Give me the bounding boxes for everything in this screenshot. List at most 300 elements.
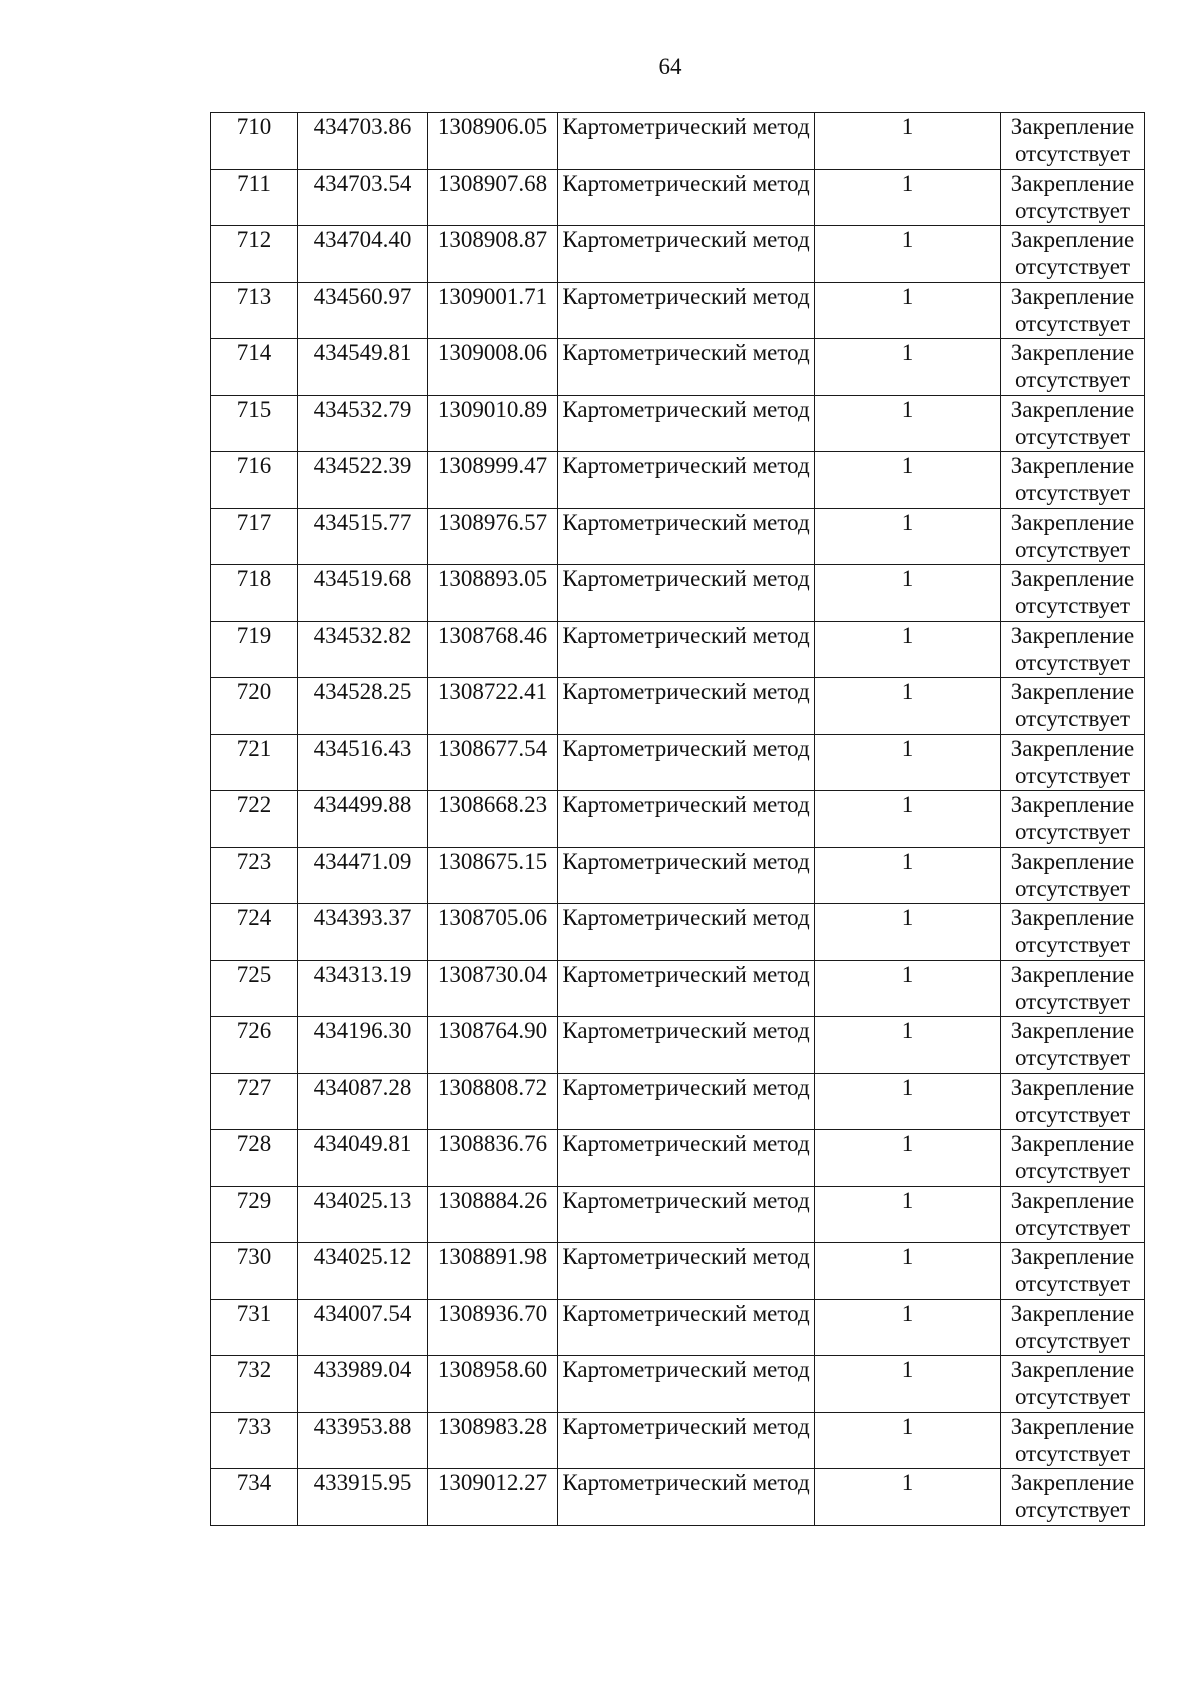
x-coordinate-cell-text: 434025.12	[313, 1244, 412, 1269]
accuracy-cell-text: 1	[901, 1131, 914, 1156]
fixing-cell-text: Закрепление отсутствует	[1010, 679, 1135, 731]
x-coordinate-cell-text: 434703.86	[313, 114, 412, 139]
method-cell-text: Картометрический метод	[562, 1018, 810, 1043]
accuracy-cell	[815, 169, 1001, 226]
x-coordinate-cell	[298, 678, 428, 735]
y-coordinate-cell-text: 1308705.06	[437, 905, 548, 930]
accuracy-cell-text: 1	[901, 114, 914, 139]
y-coordinate-cell-text: 1308668.23	[437, 792, 548, 817]
y-coordinate-cell	[428, 282, 558, 339]
point-number-cell	[211, 791, 298, 848]
point-number-cell-text: 731	[236, 1300, 272, 1326]
fixing-cell-text: Закрепление отсутствует	[1010, 1470, 1135, 1522]
fixing-cell	[1001, 847, 1145, 904]
method-cell	[558, 169, 815, 226]
table-row	[211, 791, 1145, 848]
x-coordinate-cell	[298, 339, 428, 396]
method-cell-text: Картометрический метод	[562, 170, 810, 196]
point-number-cell-text: 716	[236, 453, 272, 478]
method-cell-text: Картометрический метод	[562, 961, 810, 987]
method-cell-text: Картометрический метод	[562, 566, 810, 591]
fixing-cell	[1001, 339, 1145, 396]
fixing-cell-text: Закрепление отсутствует	[1010, 1074, 1135, 1127]
method-cell	[558, 1356, 815, 1413]
y-coordinate-cell	[428, 1412, 558, 1469]
accuracy-cell-text: 1	[901, 1413, 914, 1439]
x-coordinate-cell	[298, 169, 428, 226]
accuracy-cell-text: 1	[901, 1018, 914, 1043]
point-number-cell	[211, 1017, 298, 1074]
point-number-cell-text: 715	[236, 396, 272, 422]
y-coordinate-cell-text: 1308884.26	[437, 1187, 548, 1213]
point-number-cell-text: 720	[236, 679, 272, 704]
x-coordinate-cell-text: 434393.37	[313, 905, 412, 930]
method-cell-text: Картометрический метод	[562, 1470, 810, 1495]
method-cell-text: Картометрический метод	[562, 283, 810, 309]
x-coordinate-cell-text: 434560.97	[313, 283, 412, 309]
coordinates-table-body	[211, 113, 1145, 1526]
fixing-cell-text: Закрепление отсутствует	[1010, 283, 1135, 336]
accuracy-cell-text: 1	[901, 622, 914, 648]
method-cell-text: Картометрический метод	[562, 848, 810, 874]
table-row	[211, 1186, 1145, 1243]
x-coordinate-cell	[298, 1299, 428, 1356]
y-coordinate-cell-text: 1309012.27	[437, 1470, 548, 1495]
y-coordinate-cell	[428, 1186, 558, 1243]
fixing-cell	[1001, 904, 1145, 961]
x-coordinate-cell	[298, 113, 428, 170]
method-cell-text: Картометрический метод	[562, 1357, 810, 1382]
x-coordinate-cell-text: 434516.43	[313, 735, 412, 761]
y-coordinate-cell	[428, 1469, 558, 1526]
table-row	[211, 621, 1145, 678]
accuracy-cell-text: 1	[901, 340, 914, 365]
method-cell-text: Картометрический метод	[562, 905, 810, 930]
point-number-cell-text: 713	[236, 283, 272, 309]
y-coordinate-cell-text: 1308983.28	[437, 1413, 548, 1439]
x-coordinate-cell	[298, 1130, 428, 1187]
method-cell-text: Картометрический метод	[562, 340, 810, 365]
y-coordinate-cell	[428, 960, 558, 1017]
method-cell	[558, 678, 815, 735]
point-number-cell-text: 734	[236, 1470, 272, 1495]
x-coordinate-cell-text: 434704.40	[313, 227, 412, 252]
fixing-cell-text: Закрепление отсутствует	[1010, 453, 1135, 505]
x-coordinate-cell	[298, 1356, 428, 1413]
fixing-cell	[1001, 1186, 1145, 1243]
accuracy-cell	[815, 734, 1001, 791]
point-number-cell-text: 717	[236, 509, 272, 535]
point-number-cell	[211, 621, 298, 678]
accuracy-cell-text: 1	[901, 453, 914, 478]
point-number-cell-text: 728	[236, 1131, 272, 1156]
fixing-cell-text: Закрепление отсутствует	[1010, 905, 1135, 957]
method-cell	[558, 1073, 815, 1130]
x-coordinate-cell-text: 433953.88	[313, 1413, 412, 1439]
fixing-cell	[1001, 565, 1145, 622]
point-number-cell	[211, 960, 298, 1017]
fixing-cell	[1001, 113, 1145, 170]
y-coordinate-cell	[428, 169, 558, 226]
accuracy-cell	[815, 508, 1001, 565]
table-row	[211, 395, 1145, 452]
fixing-cell	[1001, 1243, 1145, 1300]
point-number-cell-text: 723	[236, 848, 272, 874]
x-coordinate-cell	[298, 847, 428, 904]
y-coordinate-cell-text: 1308722.41	[437, 679, 548, 704]
point-number-cell	[211, 1186, 298, 1243]
point-number-cell	[211, 678, 298, 735]
y-coordinate-cell-text: 1308675.15	[437, 848, 548, 874]
accuracy-cell-text: 1	[901, 961, 914, 987]
table-row	[211, 960, 1145, 1017]
point-number-cell	[211, 847, 298, 904]
accuracy-cell-text: 1	[901, 227, 914, 252]
fixing-cell	[1001, 1469, 1145, 1526]
method-cell	[558, 113, 815, 170]
method-cell-text: Картометрический метод	[562, 227, 810, 252]
x-coordinate-cell	[298, 282, 428, 339]
point-number-cell	[211, 1299, 298, 1356]
y-coordinate-cell-text: 1308730.04	[437, 961, 548, 987]
x-coordinate-cell-text: 434549.81	[313, 340, 412, 365]
point-number-cell	[211, 169, 298, 226]
point-number-cell	[211, 339, 298, 396]
x-coordinate-cell	[298, 1469, 428, 1526]
method-cell-text: Картометрический метод	[562, 679, 810, 704]
point-number-cell-text: 733	[236, 1413, 272, 1439]
point-number-cell	[211, 508, 298, 565]
point-number-cell	[211, 734, 298, 791]
method-cell	[558, 395, 815, 452]
point-number-cell-text: 726	[236, 1018, 272, 1043]
point-number-cell-text: 710	[236, 114, 272, 139]
method-cell	[558, 960, 815, 1017]
table-row	[211, 1412, 1145, 1469]
point-number-cell	[211, 1243, 298, 1300]
x-coordinate-cell	[298, 1243, 428, 1300]
y-coordinate-cell-text: 1308893.05	[437, 566, 548, 591]
x-coordinate-cell-text: 434087.28	[313, 1074, 412, 1100]
point-number-cell-text: 732	[236, 1357, 272, 1382]
y-coordinate-cell-text: 1308891.98	[437, 1244, 548, 1269]
y-coordinate-cell-text: 1308808.72	[437, 1074, 548, 1100]
point-number-cell-text: 722	[236, 792, 272, 817]
point-number-cell	[211, 904, 298, 961]
x-coordinate-cell	[298, 1412, 428, 1469]
method-cell	[558, 339, 815, 396]
fixing-cell-text: Закрепление отсутствует	[1010, 792, 1135, 844]
accuracy-cell-text: 1	[901, 1244, 914, 1269]
method-cell	[558, 508, 815, 565]
point-number-cell-text: 721	[236, 735, 272, 761]
table-row	[211, 113, 1145, 170]
point-number-cell	[211, 395, 298, 452]
page-number: 64	[658, 54, 682, 79]
table-row	[211, 226, 1145, 283]
accuracy-cell	[815, 791, 1001, 848]
fixing-cell	[1001, 395, 1145, 452]
accuracy-cell	[815, 904, 1001, 961]
x-coordinate-cell-text: 434519.68	[313, 566, 412, 591]
x-coordinate-cell	[298, 508, 428, 565]
y-coordinate-cell	[428, 1243, 558, 1300]
method-cell	[558, 1243, 815, 1300]
fixing-cell-text: Закрепление отсутствует	[1010, 170, 1135, 223]
y-coordinate-cell	[428, 904, 558, 961]
x-coordinate-cell	[298, 960, 428, 1017]
point-number-cell	[211, 1412, 298, 1469]
accuracy-cell	[815, 1356, 1001, 1413]
table-row	[211, 1073, 1145, 1130]
y-coordinate-cell-text: 1309008.06	[437, 340, 548, 365]
fixing-cell-text: Закрепление отсутствует	[1010, 622, 1135, 675]
fixing-cell	[1001, 791, 1145, 848]
fixing-cell-text: Закрепление отсутствует	[1010, 566, 1135, 618]
accuracy-cell	[815, 1073, 1001, 1130]
fixing-cell-text: Закрепление отсутствует	[1010, 227, 1135, 279]
x-coordinate-cell-text: 434532.79	[313, 396, 412, 422]
table-row	[211, 282, 1145, 339]
fixing-cell	[1001, 621, 1145, 678]
coordinates-table	[210, 112, 1145, 1526]
method-cell-text: Картометрический метод	[562, 1074, 810, 1100]
point-number-cell-text: 719	[236, 622, 272, 648]
accuracy-cell	[815, 113, 1001, 170]
method-cell-text: Картометрический метод	[562, 1187, 810, 1213]
point-number-cell	[211, 1469, 298, 1526]
method-cell	[558, 1469, 815, 1526]
fixing-cell-text: Закрепление отсутствует	[1010, 735, 1135, 788]
point-number-cell-text: 727	[236, 1074, 272, 1100]
table-row	[211, 1299, 1145, 1356]
x-coordinate-cell-text: 434532.82	[313, 622, 412, 648]
point-number-cell-text: 730	[236, 1244, 272, 1269]
fixing-cell-text: Закрепление отсутствует	[1010, 509, 1135, 562]
fixing-cell-text: Закрепление отсутствует	[1010, 1131, 1135, 1183]
y-coordinate-cell	[428, 1073, 558, 1130]
fixing-cell	[1001, 1017, 1145, 1074]
x-coordinate-cell-text: 434528.25	[313, 679, 412, 704]
point-number-cell	[211, 1356, 298, 1413]
point-number-cell	[211, 113, 298, 170]
x-coordinate-cell-text: 434515.77	[313, 509, 412, 535]
point-number-cell-text: 718	[236, 566, 272, 591]
fixing-cell-text: Закрепление отсутствует	[1010, 1018, 1135, 1070]
point-number-cell	[211, 1130, 298, 1187]
y-coordinate-cell	[428, 565, 558, 622]
x-coordinate-cell	[298, 791, 428, 848]
method-cell	[558, 621, 815, 678]
method-cell	[558, 904, 815, 961]
point-number-cell	[211, 282, 298, 339]
y-coordinate-cell	[428, 226, 558, 283]
accuracy-cell-text: 1	[901, 396, 914, 422]
method-cell-text: Картометрический метод	[562, 396, 810, 422]
x-coordinate-cell	[298, 1186, 428, 1243]
accuracy-cell	[815, 282, 1001, 339]
method-cell-text: Картометрический метод	[562, 1244, 810, 1269]
accuracy-cell-text: 1	[901, 679, 914, 704]
accuracy-cell-text: 1	[901, 735, 914, 761]
y-coordinate-cell	[428, 508, 558, 565]
y-coordinate-cell-text: 1308836.76	[437, 1131, 548, 1156]
x-coordinate-cell	[298, 904, 428, 961]
x-coordinate-cell-text: 434522.39	[313, 453, 412, 478]
accuracy-cell	[815, 452, 1001, 509]
accuracy-cell	[815, 1299, 1001, 1356]
fixing-cell-text: Закрепление отсутствует	[1010, 114, 1135, 166]
x-coordinate-cell	[298, 452, 428, 509]
accuracy-cell-text: 1	[901, 1470, 914, 1495]
fixing-cell-text: Закрепление отсутствует	[1010, 1357, 1135, 1409]
table-row	[211, 734, 1145, 791]
fixing-cell	[1001, 960, 1145, 1017]
method-cell-text: Картометрический метод	[562, 509, 810, 535]
accuracy-cell	[815, 678, 1001, 735]
point-number-cell-text: 714	[236, 340, 272, 365]
x-coordinate-cell-text: 434025.13	[313, 1187, 412, 1213]
table-row	[211, 1243, 1145, 1300]
fixing-cell	[1001, 508, 1145, 565]
x-coordinate-cell	[298, 1073, 428, 1130]
method-cell	[558, 1017, 815, 1074]
accuracy-cell-text: 1	[901, 1074, 914, 1100]
fixing-cell	[1001, 1073, 1145, 1130]
fixing-cell-text: Закрепление отсутствует	[1010, 1244, 1135, 1296]
accuracy-cell	[815, 395, 1001, 452]
x-coordinate-cell-text: 434703.54	[313, 170, 412, 196]
fixing-cell-text: Закрепление отсутствует	[1010, 1300, 1135, 1353]
y-coordinate-cell	[428, 1299, 558, 1356]
accuracy-cell-text: 1	[901, 792, 914, 817]
y-coordinate-cell-text: 1308908.87	[437, 227, 548, 252]
accuracy-cell	[815, 960, 1001, 1017]
method-cell-text: Картометрический метод	[562, 1413, 810, 1439]
accuracy-cell-text: 1	[901, 566, 914, 591]
method-cell-text: Картометрический метод	[562, 622, 810, 648]
accuracy-cell-text: 1	[901, 170, 914, 196]
x-coordinate-cell	[298, 621, 428, 678]
table-row	[211, 847, 1145, 904]
method-cell	[558, 1299, 815, 1356]
y-coordinate-cell-text: 1308976.57	[437, 509, 548, 535]
accuracy-cell-text: 1	[901, 1187, 914, 1213]
fixing-cell-text: Закрепление отсутствует	[1010, 961, 1135, 1014]
x-coordinate-cell	[298, 1017, 428, 1074]
point-number-cell	[211, 452, 298, 509]
table-row	[211, 169, 1145, 226]
table-row	[211, 452, 1145, 509]
y-coordinate-cell	[428, 847, 558, 904]
method-cell-text: Картометрический метод	[562, 735, 810, 761]
method-cell-text: Картометрический метод	[562, 1131, 810, 1156]
accuracy-cell-text: 1	[901, 1300, 914, 1326]
accuracy-cell-text: 1	[901, 905, 914, 930]
y-coordinate-cell	[428, 113, 558, 170]
fixing-cell	[1001, 1412, 1145, 1469]
y-coordinate-cell	[428, 734, 558, 791]
method-cell	[558, 1130, 815, 1187]
method-cell-text: Картометрический метод	[562, 453, 810, 478]
x-coordinate-cell-text: 433989.04	[313, 1357, 412, 1382]
x-coordinate-cell-text: 434471.09	[313, 848, 412, 874]
y-coordinate-cell-text: 1308958.60	[437, 1357, 548, 1382]
fixing-cell	[1001, 678, 1145, 735]
table-row	[211, 904, 1145, 961]
y-coordinate-cell-text: 1309010.89	[437, 396, 548, 422]
y-coordinate-cell	[428, 678, 558, 735]
y-coordinate-cell-text: 1308936.70	[437, 1300, 548, 1326]
point-number-cell	[211, 226, 298, 283]
table-row	[211, 339, 1145, 396]
y-coordinate-cell	[428, 395, 558, 452]
x-coordinate-cell	[298, 734, 428, 791]
x-coordinate-cell	[298, 226, 428, 283]
method-cell	[558, 1186, 815, 1243]
x-coordinate-cell-text: 434196.30	[313, 1018, 412, 1043]
fixing-cell	[1001, 1356, 1145, 1413]
accuracy-cell	[815, 1243, 1001, 1300]
accuracy-cell	[815, 339, 1001, 396]
y-coordinate-cell-text: 1309001.71	[437, 283, 548, 309]
fixing-cell	[1001, 734, 1145, 791]
y-coordinate-cell	[428, 1017, 558, 1074]
method-cell	[558, 565, 815, 622]
y-coordinate-cell-text: 1308999.47	[437, 453, 548, 478]
accuracy-cell	[815, 1469, 1001, 1526]
fixing-cell	[1001, 226, 1145, 283]
accuracy-cell-text: 1	[901, 509, 914, 535]
fixing-cell-text: Закрепление отсутствует	[1010, 1413, 1135, 1466]
fixing-cell-text: Закрепление отсутствует	[1010, 396, 1135, 449]
y-coordinate-cell	[428, 1130, 558, 1187]
method-cell	[558, 1412, 815, 1469]
table-row	[211, 678, 1145, 735]
x-coordinate-cell	[298, 395, 428, 452]
point-number-cell-text: 725	[236, 961, 272, 987]
fixing-cell	[1001, 452, 1145, 509]
accuracy-cell	[815, 1017, 1001, 1074]
y-coordinate-cell	[428, 791, 558, 848]
fixing-cell-text: Закрепление отсутствует	[1010, 1187, 1135, 1240]
fixing-cell	[1001, 1130, 1145, 1187]
fixing-cell	[1001, 282, 1145, 339]
fixing-cell	[1001, 169, 1145, 226]
y-coordinate-cell	[428, 1356, 558, 1413]
accuracy-cell	[815, 1186, 1001, 1243]
method-cell-text: Картометрический метод	[562, 114, 810, 139]
point-number-cell-text: 729	[236, 1187, 272, 1213]
method-cell-text: Картометрический метод	[562, 1300, 810, 1326]
accuracy-cell	[815, 1412, 1001, 1469]
x-coordinate-cell-text: 433915.95	[313, 1470, 412, 1495]
method-cell	[558, 226, 815, 283]
fixing-cell-text: Закрепление отсутствует	[1010, 848, 1135, 901]
point-number-cell-text: 724	[236, 905, 272, 930]
method-cell-text: Картометрический метод	[562, 792, 810, 817]
x-coordinate-cell	[298, 565, 428, 622]
method-cell	[558, 847, 815, 904]
y-coordinate-cell	[428, 339, 558, 396]
method-cell	[558, 282, 815, 339]
table-row	[211, 508, 1145, 565]
y-coordinate-cell-text: 1308906.05	[437, 114, 548, 139]
x-coordinate-cell-text: 434499.88	[313, 792, 412, 817]
accuracy-cell-text: 1	[901, 1357, 914, 1382]
fixing-cell-text: Закрепление отсутствует	[1010, 340, 1135, 392]
accuracy-cell	[815, 226, 1001, 283]
